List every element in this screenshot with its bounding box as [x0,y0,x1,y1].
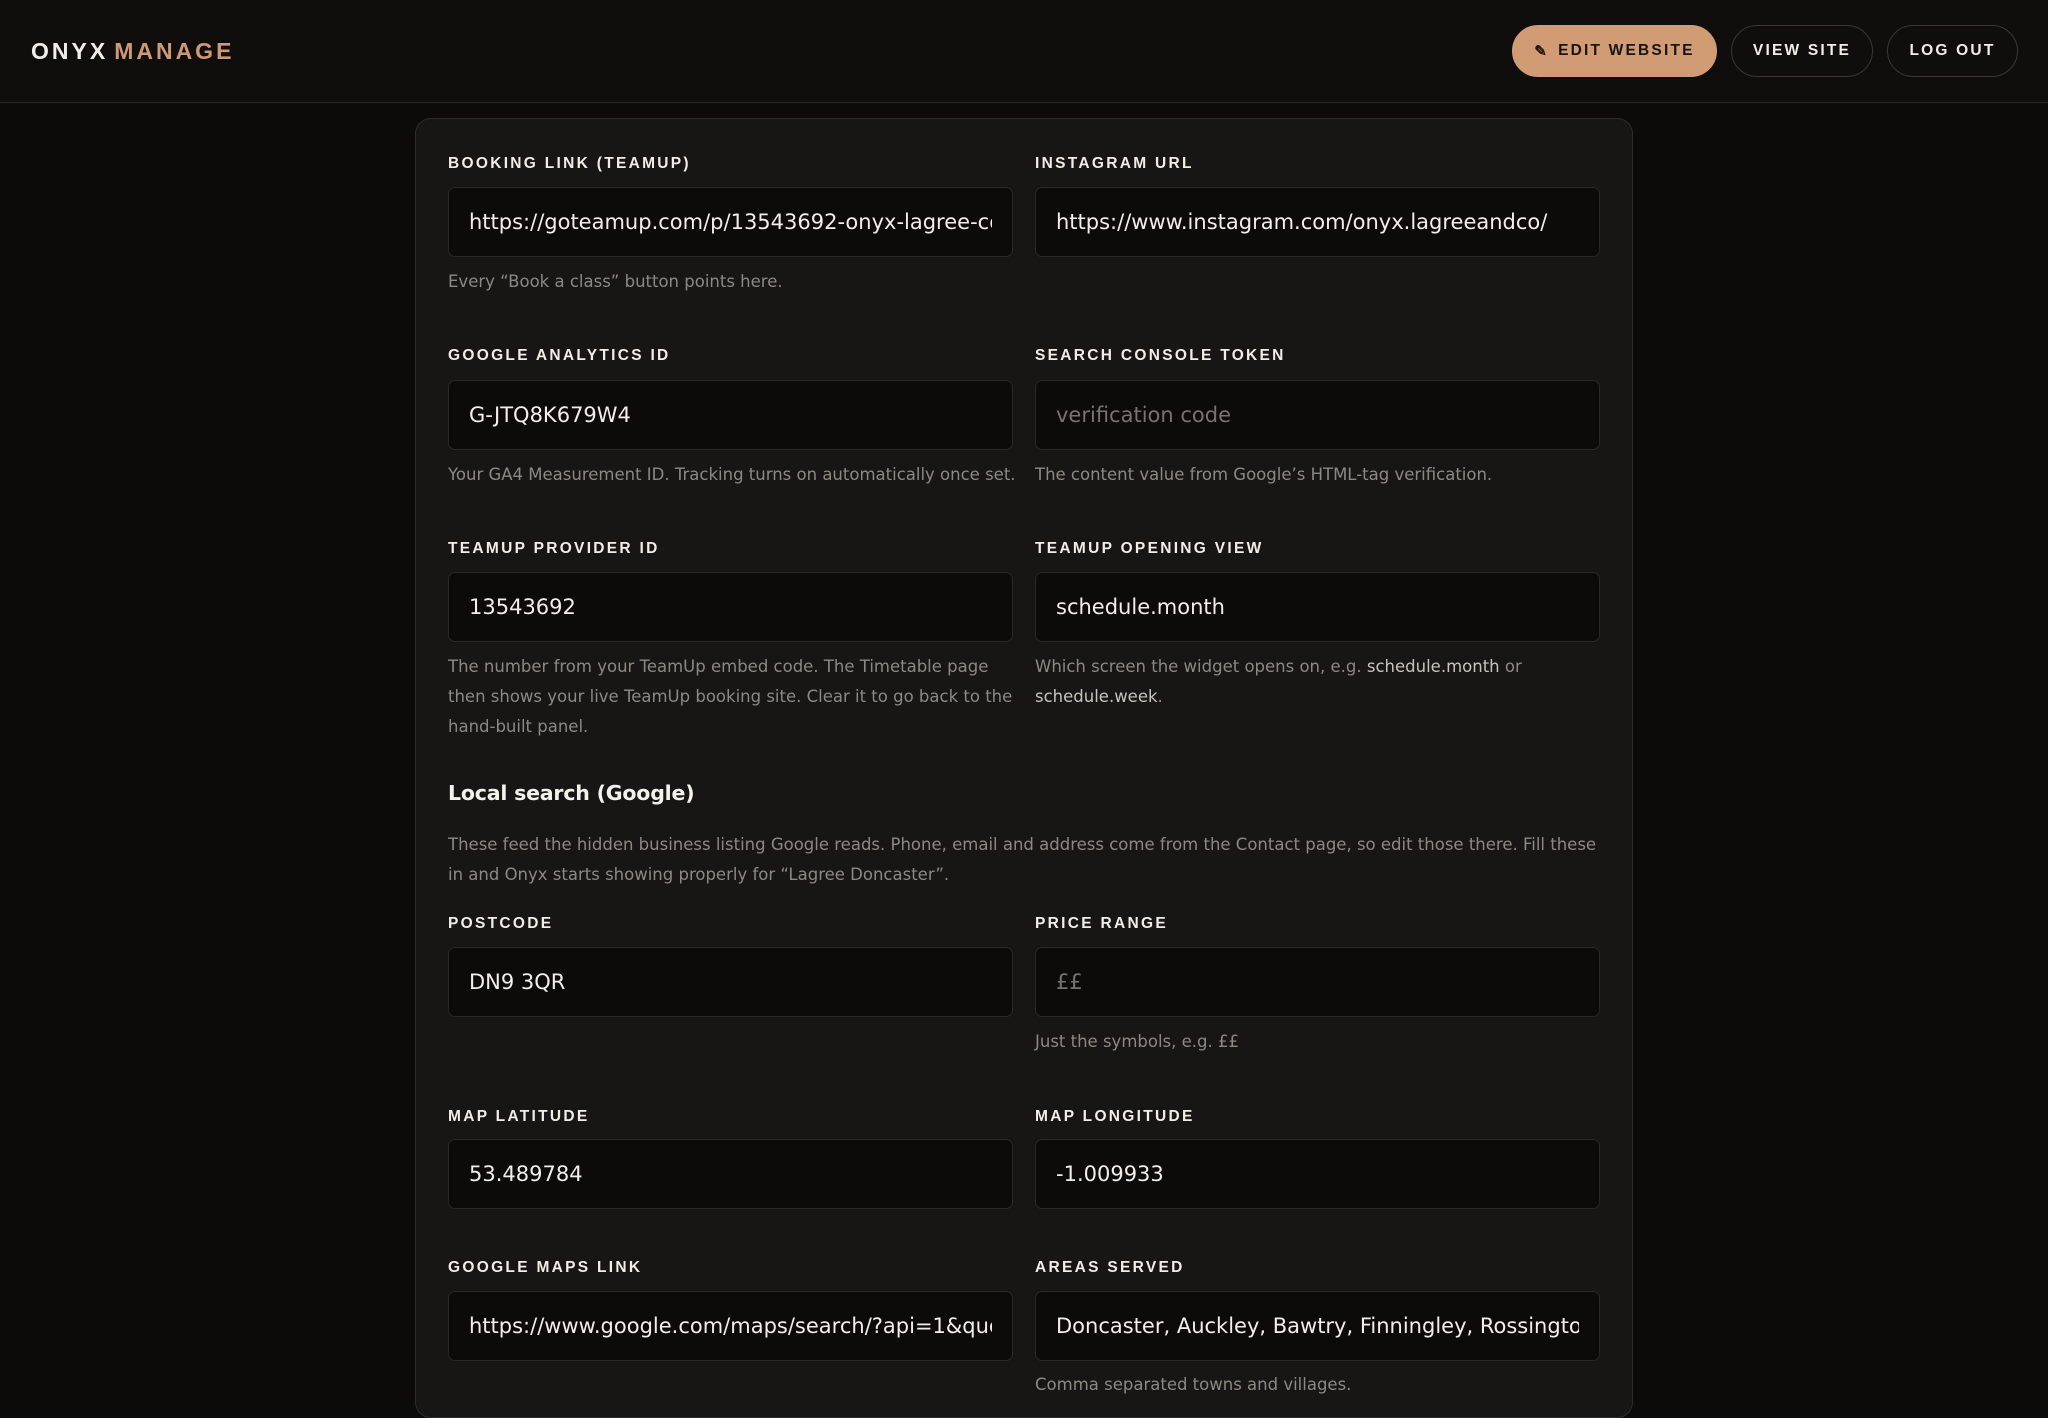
google-analytics-help: Your GA4 Measurement ID. Tracking turns on automatically once set. [448,465,1016,484]
brand-suffix: MANAGE [114,38,235,64]
edit-website-button[interactable] [1512,25,1717,77]
price-range-field[interactable] [1035,947,1600,1017]
teamup-view-example-week: schedule.week [1035,687,1158,706]
search-console-input[interactable] [1036,381,1599,449]
areas-served-field[interactable] [1035,1291,1600,1361]
settings-panel [415,118,1633,1418]
google-maps-link-field[interactable] [448,1291,1013,1361]
instagram-url-field[interactable] [1035,187,1600,257]
teamup-view-help-text: Which screen the widget opens on, e.g. [1035,657,1367,676]
google-maps-link-input[interactable] [449,1292,1012,1360]
top-bar [0,0,2048,103]
instagram-url-input[interactable] [1036,188,1599,256]
teamup-provider-help: The number from your TeamUp embed code. The Timetable page then shows your live TeamUp booking site. Clear it to go back to the hand-built panel. [448,657,1013,736]
teamup-view-help-end: . [1157,687,1163,706]
log-out-button[interactable] [1887,25,2018,77]
teamup-view-help-or: or [1499,657,1522,676]
map-longitude-input[interactable] [1036,1140,1599,1208]
local-search-description: These feed the hidden business listing Google reads. Phone, email and address come from the Contact page, so edit those there. Fill these in and Onyx starts showing properly for “Lagree Doncaster”. [448,835,1597,884]
map-longitude-label: MAP LONGITUDE [1035,1108,1195,1125]
price-range-label: PRICE RANGE [1035,915,1168,932]
search-console-help: The content value from Google’s HTML-tag verification. [1035,465,1493,484]
teamup-view-label: TEAMUP OPENING VIEW [1035,540,1264,557]
brand-logo[interactable] [31,36,234,66]
teamup-view-help [1035,652,1610,712]
teamup-provider-label: TEAMUP PROVIDER ID [448,540,660,557]
brand-name: ONYX [31,38,109,64]
edit-website-label: EDIT WEBSITE [1558,42,1695,59]
teamup-view-field[interactable] [1035,572,1600,642]
search-console-field[interactable] [1035,380,1600,450]
map-latitude-input[interactable] [449,1140,1012,1208]
booking-link-label: BOOKING LINK (TEAMUP) [448,155,691,172]
areas-served-input[interactable] [1036,1292,1599,1360]
view-site-button[interactable] [1731,25,1873,77]
teamup-view-input[interactable] [1036,573,1599,641]
map-latitude-label: MAP LATITUDE [448,1108,590,1125]
price-range-help: Just the symbols, e.g. ££ [1035,1032,1239,1051]
teamup-provider-field[interactable] [448,572,1013,642]
price-range-input[interactable] [1036,948,1599,1016]
local-search-heading: Local search (Google) [448,781,695,805]
pencil-icon: ✎ [1534,43,1550,60]
log-out-label: LOG OUT [1909,42,1996,59]
booking-link-input[interactable] [449,188,1012,256]
booking-link-field[interactable] [448,187,1013,257]
view-site-label: VIEW SITE [1752,42,1852,59]
teamup-provider-input[interactable] [449,573,1012,641]
search-console-label: SEARCH CONSOLE TOKEN [1035,347,1286,364]
map-longitude-field[interactable] [1035,1139,1600,1209]
areas-served-help: Comma separated towns and villages. [1035,1375,1352,1394]
postcode-field[interactable] [448,947,1013,1017]
areas-served-label: AREAS SERVED [1035,1259,1185,1276]
google-analytics-field[interactable] [448,380,1013,450]
postcode-input[interactable] [449,948,1012,1016]
google-analytics-input[interactable] [449,381,1012,449]
instagram-url-label: INSTAGRAM URL [1035,155,1194,172]
google-analytics-label: GOOGLE ANALYTICS ID [448,347,671,364]
booking-link-help: Every “Book a class” button points here. [448,272,783,291]
teamup-view-example-month: schedule.month [1366,657,1500,676]
postcode-label: POSTCODE [448,915,554,932]
google-maps-link-label: GOOGLE MAPS LINK [448,1259,643,1276]
map-latitude-field[interactable] [448,1139,1013,1209]
